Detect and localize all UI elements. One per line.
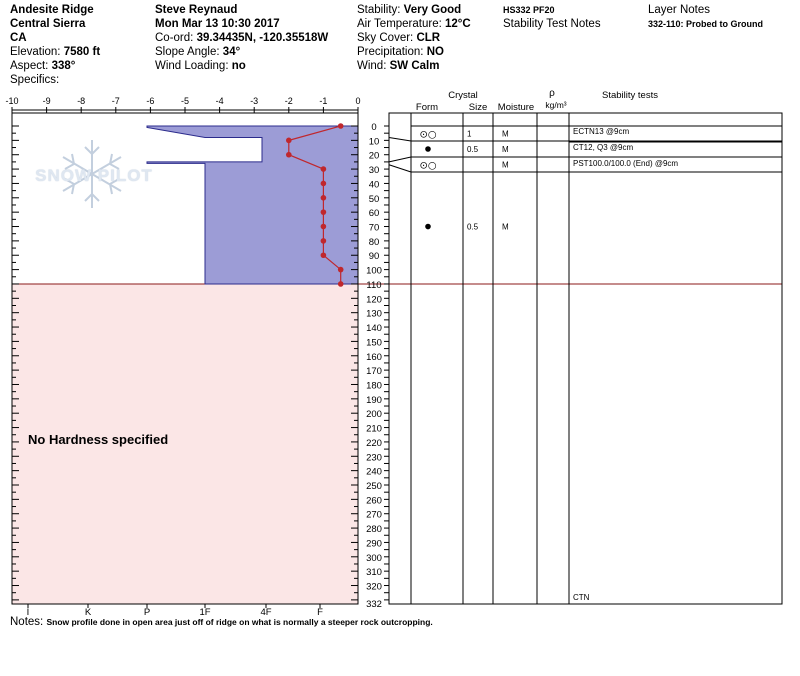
depth-tick-label: 0 bbox=[371, 122, 377, 133]
slope-value: 34° bbox=[222, 46, 241, 58]
form-header: Form bbox=[415, 102, 439, 113]
hardness-area bbox=[147, 126, 358, 284]
layer-moisture: M bbox=[502, 160, 509, 170]
size-header: Size bbox=[468, 102, 488, 113]
layer-connector bbox=[389, 137, 411, 141]
no-hardness-label: No Hardness specified bbox=[28, 432, 169, 447]
depth-tick-label: 30 bbox=[368, 165, 380, 177]
temperature-point bbox=[321, 181, 327, 187]
temperature-point bbox=[321, 238, 327, 244]
hardness-tick-label: F bbox=[317, 607, 323, 618]
density-unit: kg/m³ bbox=[545, 100, 567, 110]
crystal-form-dot-icon bbox=[425, 146, 431, 152]
crystal-form-rounding-icon: ⊙○ bbox=[419, 160, 437, 172]
notes-line bbox=[10, 616, 433, 628]
mountain-range: Central Sierra bbox=[10, 18, 86, 30]
observation-datetime: Mon Mar 13 10:30 2017 bbox=[155, 18, 280, 30]
depth-tick-label: 200 bbox=[366, 409, 382, 421]
depth-tick-label: 310 bbox=[366, 567, 382, 579]
temperature-point bbox=[286, 138, 292, 144]
sky-label: Sky Cover: bbox=[357, 32, 414, 44]
layer-connector bbox=[389, 157, 411, 162]
stability-test-entry: ECTN13 @9cm bbox=[573, 127, 630, 136]
crystal-header: Crystal bbox=[448, 90, 478, 101]
depth-tick-label: 10 bbox=[368, 136, 380, 148]
layer-size: 1 bbox=[467, 129, 472, 139]
depth-tick-label: 110 bbox=[366, 279, 382, 291]
temperature-point bbox=[321, 195, 327, 201]
depth-tick-label: 240 bbox=[366, 466, 382, 478]
wind-label: Wind: bbox=[357, 60, 387, 72]
stability-tests-header: Stability tests bbox=[602, 90, 658, 101]
layer-size: 0.5 bbox=[467, 222, 479, 232]
depth-tick-label: 170 bbox=[366, 366, 382, 378]
depth-tick-label: 280 bbox=[366, 524, 382, 536]
depth-tick-label: 332 bbox=[366, 598, 382, 610]
hardness-tick-label: 1F bbox=[199, 607, 211, 618]
coord-label: Co-ord: bbox=[155, 32, 194, 44]
temp-tick-label: -5 bbox=[180, 96, 190, 106]
depth-tick-label: 40 bbox=[368, 179, 380, 191]
temperature-point bbox=[286, 152, 292, 158]
layer-moisture: M bbox=[502, 145, 509, 154]
sky-value: CLR bbox=[416, 32, 441, 44]
layer-notes-title: Layer Notes bbox=[648, 4, 711, 16]
depth-tick-label: 300 bbox=[366, 552, 382, 564]
depth-tick-label: 100 bbox=[366, 265, 382, 277]
notes-text: Snow profile done in open area just off of ridge on what is normally a steeper rock outcropping. bbox=[46, 617, 433, 627]
depth-tick-label: 90 bbox=[368, 251, 380, 263]
temp-tick-label: -10 bbox=[5, 96, 19, 106]
precip-value: NO bbox=[426, 46, 444, 58]
hardness-profile bbox=[147, 126, 358, 284]
depth-tick-label: 220 bbox=[366, 437, 382, 449]
density-symbol: ρ bbox=[549, 88, 555, 99]
temperature-point bbox=[338, 281, 344, 287]
elevation-label: Elevation: bbox=[10, 46, 61, 58]
stability-test-notes: Stability Test Notes bbox=[503, 18, 601, 30]
hardness-tick-label: 4F bbox=[260, 607, 272, 618]
temperature-point bbox=[338, 123, 344, 129]
temp-tick-label: -4 bbox=[215, 96, 224, 106]
temp-tick-label: -7 bbox=[111, 96, 120, 106]
depth-tick-label: 260 bbox=[366, 495, 382, 507]
depth-tick-label: 230 bbox=[366, 452, 382, 464]
stability-value: Very Good bbox=[403, 4, 462, 16]
slope-label: Slope Angle: bbox=[155, 46, 220, 58]
depth-tick-label: 150 bbox=[366, 337, 382, 349]
temp-tick-label: -3 bbox=[250, 96, 259, 106]
temperature-point bbox=[321, 166, 327, 172]
stability-test-entry: CT12, Q3 @9cm bbox=[573, 143, 634, 152]
wind-loading-label: Wind Loading: bbox=[155, 60, 229, 72]
depth-tick-label: 80 bbox=[368, 236, 380, 248]
depth-tick-label: 180 bbox=[366, 380, 382, 392]
stability-label: Stability: bbox=[357, 4, 401, 16]
depth-tick-label: 60 bbox=[368, 208, 380, 220]
hardness-tick-label: P bbox=[143, 607, 151, 618]
layer-moisture: M bbox=[502, 129, 509, 139]
depth-tick-label: 270 bbox=[366, 509, 382, 521]
moisture-header: Moisture bbox=[497, 102, 535, 113]
crystal-form-dot-icon bbox=[425, 224, 431, 230]
depth-tick-label: 140 bbox=[366, 323, 382, 335]
temperature-point bbox=[321, 224, 327, 230]
hardness-tick-label: I bbox=[26, 607, 30, 618]
layer-table bbox=[389, 88, 782, 602]
wind-loading-value: no bbox=[231, 60, 246, 72]
hardness-tick-label: K bbox=[84, 607, 92, 618]
temp-tick-label: 0 bbox=[355, 96, 361, 106]
layer-moisture: M bbox=[502, 222, 509, 232]
temp-tick-label: -8 bbox=[77, 96, 86, 106]
temp-tick-label: -6 bbox=[146, 96, 155, 106]
depth-tick-label: 190 bbox=[366, 394, 382, 406]
air-temp-label: Air Temperature: bbox=[357, 18, 442, 30]
stability-test-entry: CTN bbox=[573, 593, 590, 602]
temp-tick-label: -9 bbox=[42, 96, 51, 106]
depth-tick-label: 50 bbox=[368, 193, 380, 205]
snowpilot-logo bbox=[34, 136, 154, 216]
notes-label: Notes: bbox=[10, 616, 44, 628]
depth-tick-label: 160 bbox=[366, 351, 382, 363]
depth-tick-label: 120 bbox=[366, 294, 382, 306]
precip-label: Precipitation: bbox=[357, 46, 424, 58]
layer-size: 0.5 bbox=[467, 145, 479, 154]
temperature-point bbox=[338, 267, 344, 273]
location-name: Andesite Ridge bbox=[10, 4, 94, 16]
crystal-form-rounding-icon: ⊙○ bbox=[419, 129, 437, 141]
observer-name: Steve Reynaud bbox=[155, 4, 238, 16]
air-temp-value: 12°C bbox=[445, 18, 471, 30]
aspect-value: 338° bbox=[51, 60, 76, 72]
coord-value: 39.34435N, -120.35518W bbox=[196, 32, 329, 44]
temp-tick-label: -2 bbox=[284, 96, 293, 106]
depth-tick-label: 290 bbox=[366, 538, 382, 550]
layer-note-1: 332-110: Probed to Ground bbox=[648, 19, 764, 29]
logo-text: SNOW PILOT bbox=[35, 166, 153, 185]
depth-tick-label: 20 bbox=[368, 150, 380, 162]
depth-tick-label: 250 bbox=[366, 481, 382, 492]
elevation-value: 7580 ft bbox=[63, 46, 101, 58]
temp-tick-label: -1 bbox=[319, 96, 328, 106]
depth-tick-label: 130 bbox=[366, 308, 382, 320]
aspect-label: Aspect: bbox=[10, 60, 49, 72]
stability-test-entry: PST100.0/100.0 (End) @9cm bbox=[573, 159, 679, 168]
depth-tick-label: 70 bbox=[368, 222, 380, 234]
depth-tick-label: 320 bbox=[366, 581, 382, 593]
table-frame bbox=[389, 113, 782, 604]
temperature-point bbox=[321, 252, 327, 258]
layer-connector bbox=[389, 165, 411, 172]
hs-pf: HS332 PF20 bbox=[503, 5, 555, 15]
wind-value: SW Calm bbox=[389, 60, 440, 72]
specifics-label: Specifics: bbox=[10, 74, 60, 86]
state: CA bbox=[10, 32, 27, 44]
temperature-point bbox=[321, 209, 327, 215]
depth-tick-label: 210 bbox=[366, 423, 382, 435]
